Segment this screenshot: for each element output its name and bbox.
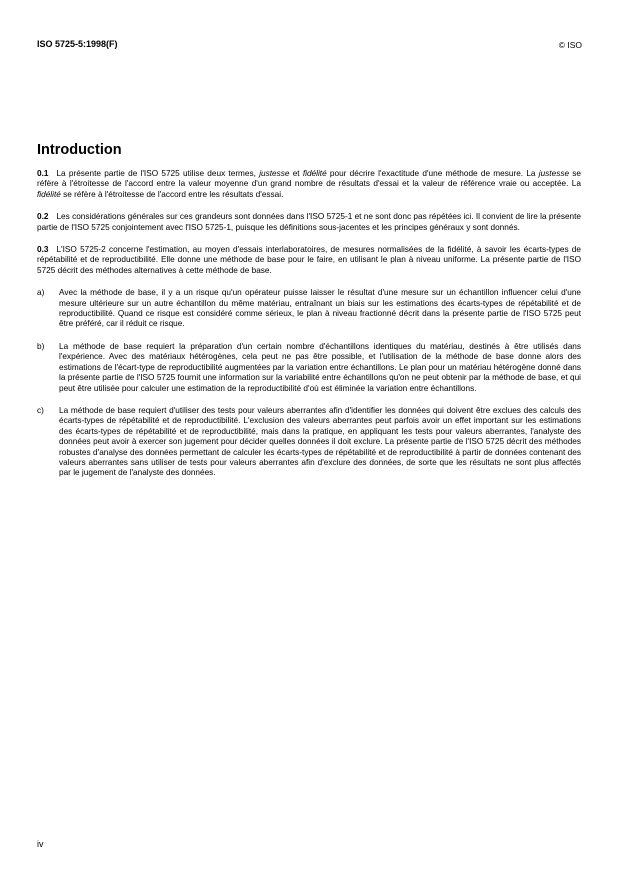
paragraph-text: L'ISO 5725-2 concerne l'estimation, au moyen d'essais interlaboratoires, de mesures normalisées de la fidélité, à savoir les écarts-types de répétabilité et de reproductibilité. Elle donne une méthode de base pour le faire, en utilisant le plan à niveau uniforme. La présente partie de l'ISO 5725 décrit des méthodes alternatives à cette méthode de base. xyxy=(37,245,581,275)
term-fidelite: fidélité xyxy=(302,169,327,178)
paragraph-0-3 xyxy=(37,245,581,276)
list-label: b) xyxy=(37,341,45,351)
section-title: Introduction xyxy=(37,142,122,158)
paragraph-text: Les considérations générales sur ces grandeurs sont données dans l'ISO 5725-1 et ne sont donc pas répétées ici. Il convient de lire la présente partie de l'ISO 5725 conjointement avec l'ISO 5725-1, puisque les définitions sous-jacentes et les principes généraux y sont donnés. xyxy=(37,212,581,232)
list-text: Avec la méthode de base, il y a un risque qu'un opérateur puisse laisser le résultat d'une mesure sur un échantillon influencer celui d'une mesure ultérieure sur un autre échantillon du même matériau, entraînant un biais sur les estimations des écarts-types de répétabilité et de reproductibilité. Quand ce risque est considéré comme sérieux, le plan à niveau fractionné décrit dans la présente partie de l'ISO 5725 peut être préféré, car il réduit ce risque. xyxy=(59,288,581,329)
copyright-notice: © ISO xyxy=(558,40,582,50)
term-justesse: justesse xyxy=(538,169,570,178)
list-item-a xyxy=(37,288,581,330)
list-label: a) xyxy=(37,288,45,298)
paragraph-0-2 xyxy=(37,212,581,233)
list-item-b xyxy=(37,342,581,394)
paragraph-0-1: 0.1 La présente partie de l'ISO 5725 utilise deux termes, justesse et fidélité pour décrire l'exactitude d'une méthode de mesure. La justesse se réfère à l'étroitesse de l'accord entre la valeur moyenne d'un grand nombre de résultats d'essai et la valeur de référence vraie ou acceptée. La fidélité se réfère à l'étroitesse de l'accord entre les résultats d'essai. xyxy=(37,169,581,199)
section-body xyxy=(37,169,581,491)
list-text: La méthode de base requiert d'utiliser des tests pour valeurs aberrantes afin d'identifier les données qui doivent être exclues des calculs des écarts-types de répétabilité et de reproductibilité. L'exclusion des valeurs aberrantes peut parfois avoir un effet important sur les estimations des écarts-types de répétabilité et de reproductibilité, mais dans la pratique, en appliquant les tests pour valeurs aberrantes, l'analyste des données peut avoir à exercer son jugement pour décider quelles données il doit exclure. La présente partie de l'ISO 5725 décrit des méthodes robustes d'analyse des données permettant de calculer les écarts-types de répétabilité et de reproductibilité à partir de données contenant des valeurs aberrantes sans utiliser de tests pour valeurs aberrantes afin d'exclure des données, de sorte que les résultats ne sont plus affectés par le jugement de l'analyste des données. xyxy=(59,405,581,478)
page-number: iv xyxy=(37,839,44,849)
list-item-c xyxy=(37,406,581,479)
term-justesse: justesse xyxy=(259,169,290,178)
document-id: ISO 5725-5:1998(F) xyxy=(37,39,118,49)
term-fidelite: fidélité xyxy=(37,189,61,199)
paragraph-number: 0.1 xyxy=(37,169,49,178)
list-text: La méthode de base requiert la préparation d'un certain nombre d'échantillons identiques du matériau, destinés à être utilisés dans l'expérience. Avec des matériaux hétérogènes, cela peut ne pas être possible, et l'utilisation de la méthode de base donne alors des estimations de l'écart-type de reproductibilité augmentées par la variation entre échantillons. Le plan pour un matériau hétérogène donné dans la présente partie de l'ISO 5725 fournit une information sur la variabilité entre échantillons qu'on ne peut obtenir par la méthode de base, et qui peut être utilisée pour calculer une estimation de la reproductibilité d'où est éliminée la variation entre échantillons. xyxy=(59,341,581,393)
paragraph-number: 0.3 xyxy=(37,245,49,255)
list-label: c) xyxy=(37,405,44,415)
paragraph-number: 0.2 xyxy=(37,212,49,222)
